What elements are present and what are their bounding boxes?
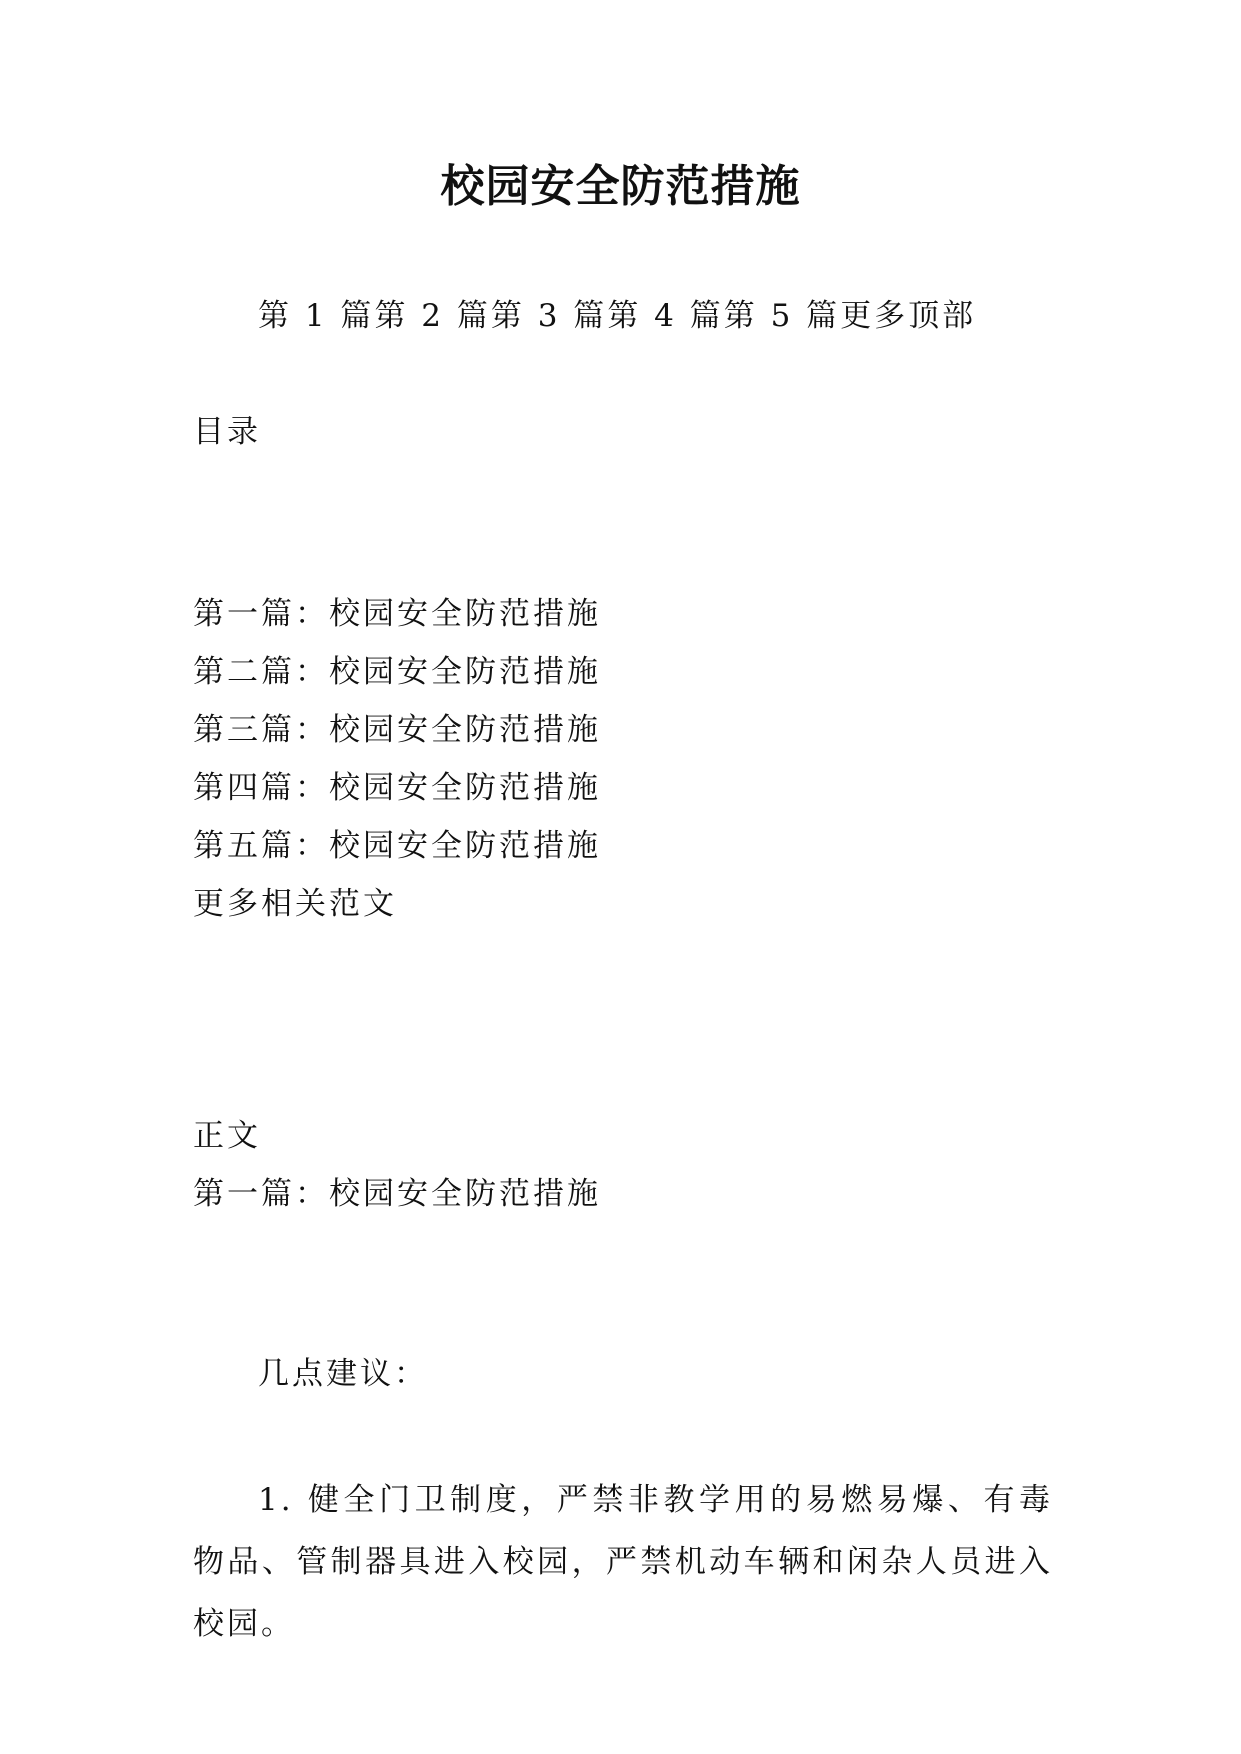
- toc-heading: 目录: [193, 414, 261, 450]
- table-of-contents: [193, 585, 601, 933]
- nav-link-article-1[interactable]: 第 1 篇: [258, 298, 375, 334]
- document-title: 校园安全防范措施: [440, 161, 801, 212]
- nav-link-more[interactable]: 更多: [840, 298, 909, 334]
- suggestions-label: 几点建议：: [258, 1356, 428, 1392]
- nav-link-article-4[interactable]: 第 4 篇: [607, 298, 724, 334]
- article-1-title: 第一篇：校园安全防范措施: [193, 1176, 601, 1212]
- toc-item-more-related[interactable]: 更多相关范文: [193, 886, 397, 922]
- article-nav: [258, 296, 976, 336]
- body-heading: 正文: [193, 1118, 261, 1154]
- nav-link-article-3[interactable]: 第 3 篇: [490, 298, 608, 334]
- toc-item-article-2[interactable]: 第二篇：校园安全防范措施: [193, 654, 601, 690]
- nav-link-article-2[interactable]: 第 2 篇: [374, 298, 491, 334]
- toc-item-article-4[interactable]: 第四篇：校园安全防范措施: [193, 770, 601, 806]
- toc-item-article-3[interactable]: 第三篇：校园安全防范措施: [193, 712, 601, 748]
- toc-item-article-5[interactable]: 第五篇：校园安全防范措施: [193, 828, 601, 864]
- toc-item-article-1[interactable]: 第一篇：校园安全防范措施: [193, 596, 601, 632]
- nav-link-top[interactable]: 顶部: [908, 298, 977, 334]
- paragraph-1: 1. 健全门卫制度，严禁非教学用的易燃易爆、有毒物品、管制器具进入校园，严禁机动车辆和闲杂人员进入校园。: [193, 1482, 1053, 1642]
- nav-link-article-5[interactable]: 第 5 篇: [723, 298, 841, 334]
